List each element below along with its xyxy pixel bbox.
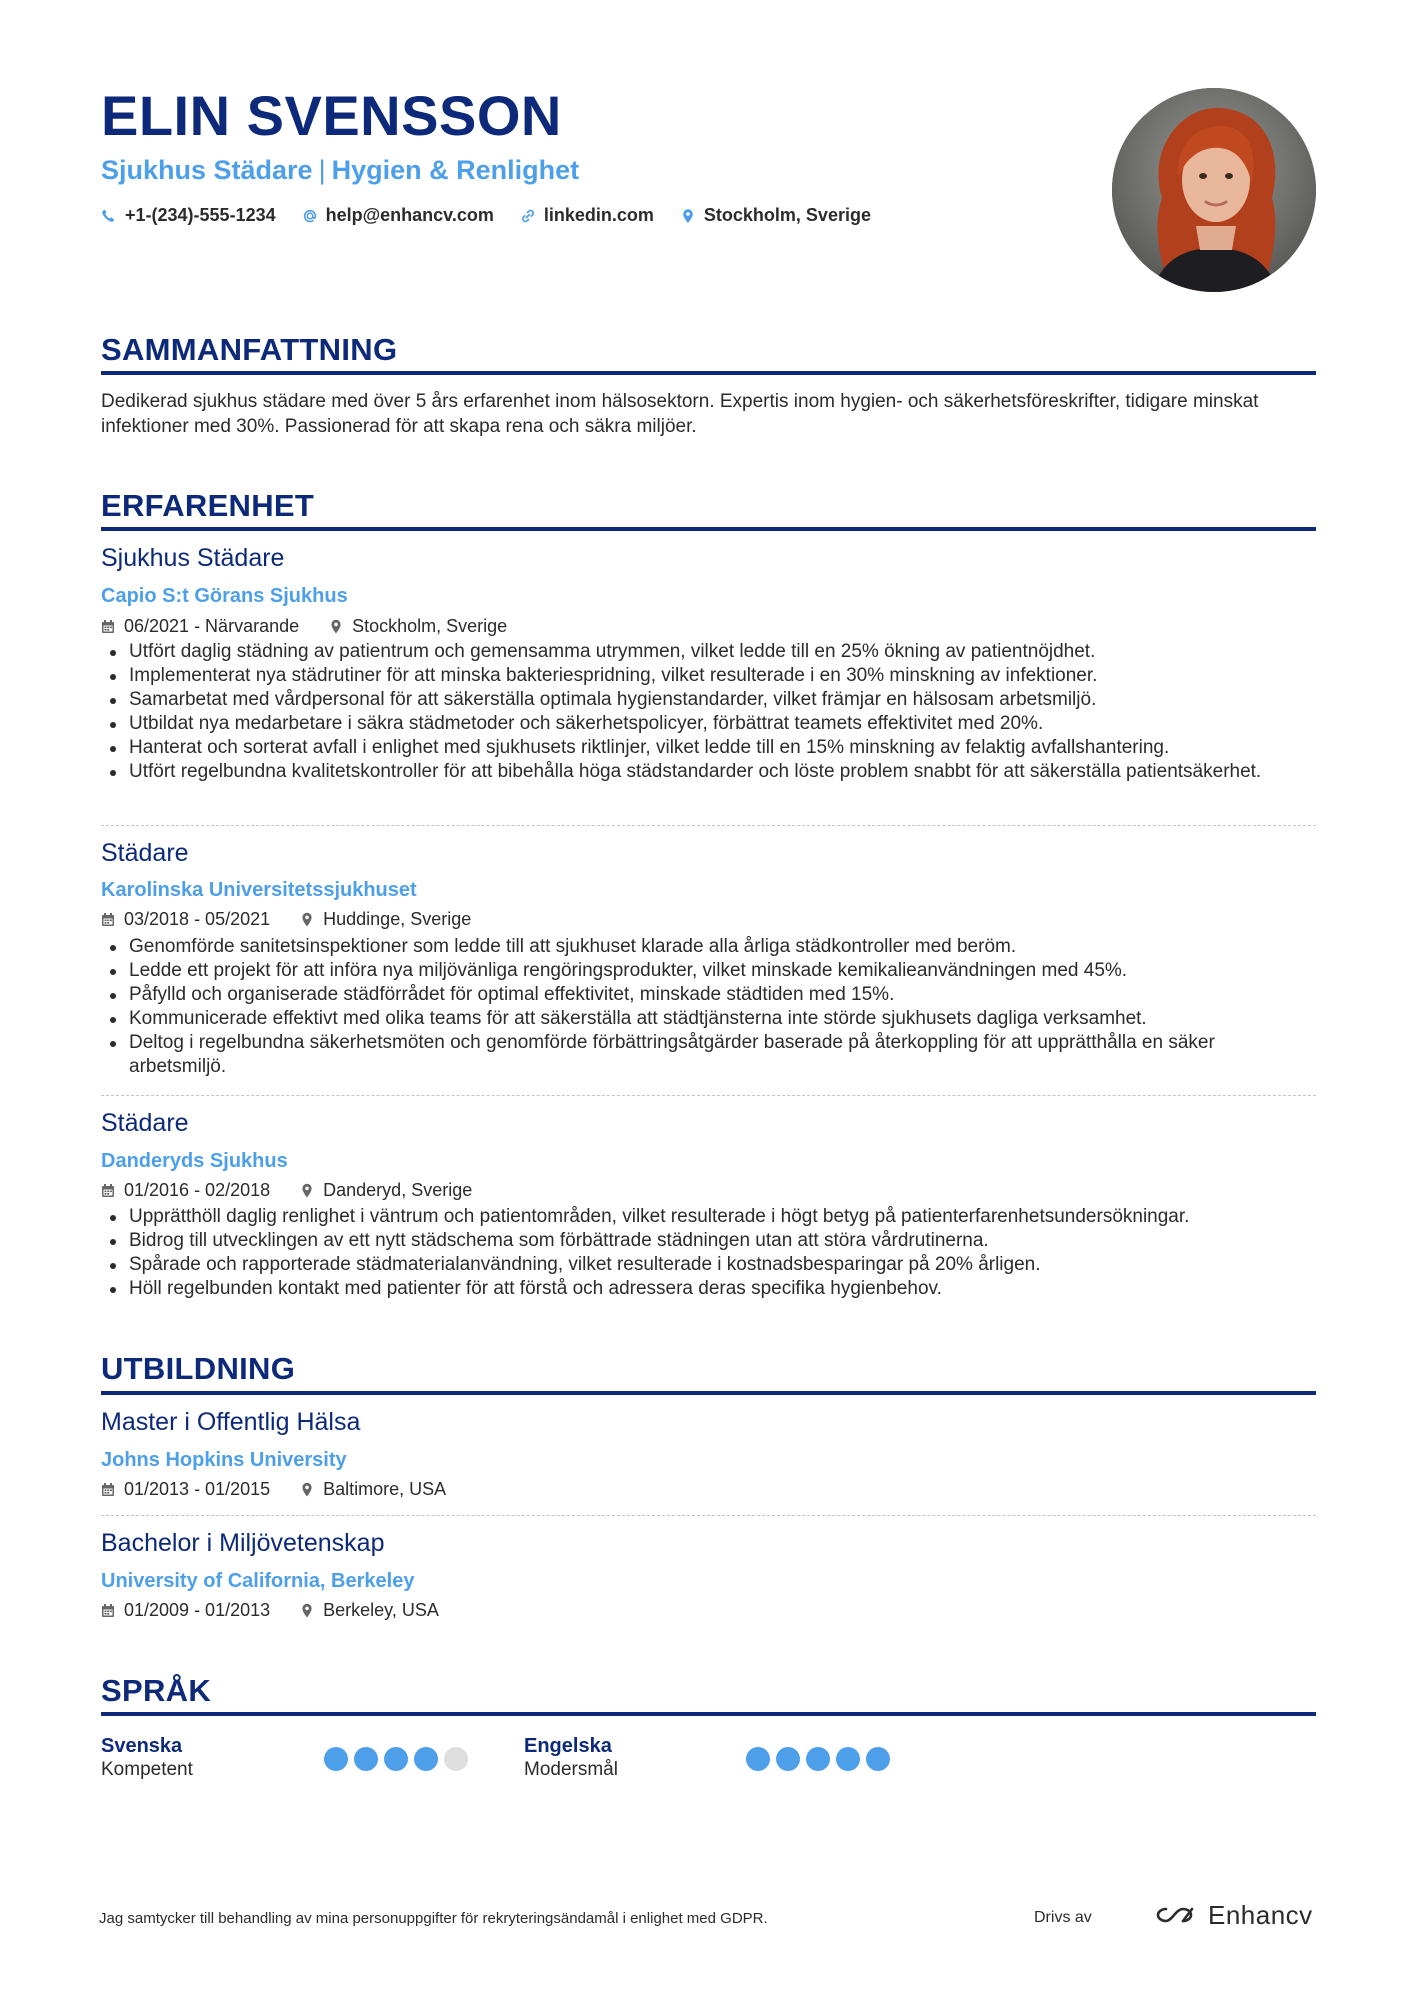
list-item: Upprätthöll daglig renlighet i väntrum och patientområden, vilket resulterade i högt betyg på patienterfarenhetsundersökningar. xyxy=(101,1205,1316,1229)
job-meta xyxy=(101,614,507,638)
gdpr-consent: Jag samtycker till behandling av mina personuppgifter för rekryteringsändamål i enlighet med GDPR. xyxy=(99,1910,768,1927)
education-degree: Bachelor i Miljövetenskap xyxy=(101,1529,385,1557)
job-location xyxy=(329,614,507,638)
at-icon xyxy=(302,208,318,224)
rating-dot-filled xyxy=(414,1747,438,1771)
experience-heading: ERFARENHET xyxy=(101,488,315,523)
list-item: Utbildat nya medarbetare i säkra städmetoder och säkerhetspolicyer, förbättrat teamets effektivitet med 20%. xyxy=(101,712,1316,736)
language-level: Modersmål xyxy=(524,1759,618,1780)
job-location-text: Stockholm, Sverige xyxy=(352,616,508,636)
job-dates-text: 03/2018 - 05/2021 xyxy=(124,909,271,929)
rating-dot-filled xyxy=(324,1747,348,1771)
language-level: Kompetent xyxy=(101,1759,193,1780)
education-location-text: Berkeley, USA xyxy=(323,1600,439,1620)
summary-text: Dedikerad sjukhus städare med över 5 års erfarenhet inom hälsosektorn. Expertis inom hygien- och säkerhetsföreskrifter, tidigare minskat infektioner med 30%. Passionerad för att skapa rena och säkra miljöer. xyxy=(101,391,1259,437)
education-dates xyxy=(101,1598,270,1622)
enhancv-logo-icon xyxy=(1154,1903,1200,1927)
language-rating xyxy=(324,1747,468,1771)
calendar-icon xyxy=(101,619,115,634)
job-location xyxy=(300,1178,472,1202)
list-item: Utfört regelbundna kvalitetskontroller för att bibehålla höga städstandarder och löste problem snabbt för att säkerställa patientsäkerhet. xyxy=(101,760,1316,784)
email-text: help@enhancv.com xyxy=(325,205,494,225)
portrait-image xyxy=(1112,88,1316,292)
list-item: Samarbetat med vårdpersonal för att säkerställa optimala hygienstandarder, vilket främjar en hälsosam arbetsmiljö. xyxy=(101,688,1316,712)
job-location xyxy=(300,907,471,931)
education-degree: Master i Offentlig Hälsa xyxy=(101,1408,361,1436)
education-school: University of California, Berkeley xyxy=(101,1570,415,1592)
education-location xyxy=(300,1598,439,1622)
candidate-title xyxy=(101,153,579,187)
location-text: Stockholm, Sverige xyxy=(703,205,871,225)
rating-dot-filled xyxy=(836,1747,860,1771)
rating-dot-filled xyxy=(384,1747,408,1771)
job-bullets xyxy=(101,1205,1316,1301)
rating-dot-filled xyxy=(866,1747,890,1771)
job-location-text: Huddinge, Sverige xyxy=(323,909,472,929)
rating-dot-empty xyxy=(444,1747,468,1771)
list-item: Ledde ett projekt för att införa nya miljövänliga rengöringsprodukter, vilket minskade kemikalieanvändningen med 45%. xyxy=(101,959,1316,983)
job-dates xyxy=(101,1178,270,1202)
list-item: Utfört daglig städning av patientrum och gemensamma utrymmen, vilket ledde till en 25% ökning av patientnöjdhet. xyxy=(101,640,1316,664)
education-dates-text: 01/2013 - 01/2015 xyxy=(124,1479,271,1499)
title-part-1: Sjukhus Städare xyxy=(101,155,313,185)
phone-icon xyxy=(101,208,117,224)
job-company: Karolinska Universitetssjukhuset xyxy=(101,879,417,901)
list-item: Kommunicerade effektivt med olika teams för att säkerställa att städtjänsterna inte störde sjukhusets dagliga verksamhet. xyxy=(101,1007,1316,1031)
contact-phone[interactable] xyxy=(101,205,276,226)
summary-rule xyxy=(101,371,1316,375)
title-separator: | xyxy=(318,155,326,185)
job-bullets xyxy=(101,640,1316,784)
education-school: Johns Hopkins University xyxy=(101,1449,347,1471)
contact-email[interactable] xyxy=(302,205,494,226)
list-item: Spårade och rapporterade städmaterialanvändning, vilket resulterade i kostnadsbesparingar på 20% årligen. xyxy=(101,1253,1316,1277)
job-meta xyxy=(101,1178,472,1202)
profile-photo xyxy=(1112,88,1316,292)
education-location xyxy=(300,1477,446,1501)
calendar-icon xyxy=(101,1183,115,1198)
map-pin-icon xyxy=(300,1183,314,1198)
brand-name: Enhancv xyxy=(1208,1900,1313,1930)
map-pin-icon xyxy=(300,912,314,927)
list-item: Bidrog till utvecklingen av ett nytt städschema som förbättrade städningen utan att störa vårdrutinerna. xyxy=(101,1229,1316,1253)
rating-dot-filled xyxy=(354,1747,378,1771)
job-dates xyxy=(101,614,299,638)
languages-rule xyxy=(101,1712,1316,1716)
education-dates xyxy=(101,1477,270,1501)
brand-logo[interactable] xyxy=(1154,1899,1313,1931)
job-role: Städare xyxy=(101,1109,189,1137)
job-role: Sjukhus Städare xyxy=(101,544,285,572)
linkedin-text: linkedin.com xyxy=(543,205,654,225)
powered-by-label: Drivs av xyxy=(1034,1909,1092,1926)
divider xyxy=(101,1095,1316,1096)
list-item: Höll regelbunden kontakt med patienter för att förstå och adressera deras specifika hygienbehov. xyxy=(101,1277,1316,1301)
job-meta xyxy=(101,907,471,931)
education-location-text: Baltimore, USA xyxy=(323,1479,447,1499)
education-heading: UTBILDNING xyxy=(101,1351,296,1386)
divider xyxy=(101,1515,1316,1516)
language-rating xyxy=(746,1747,890,1771)
education-meta xyxy=(101,1477,446,1501)
list-item: Hanterat och sorterat avfall i enlighet med sjukhusets riktlinjer, vilket ledde till en 15% minskning av felaktig avfallshantering. xyxy=(101,736,1316,760)
rating-dot-filled xyxy=(776,1747,800,1771)
job-location-text: Danderyd, Sverige xyxy=(323,1180,473,1200)
list-item: Deltog i regelbundna säkerhetsmöten och genomförde förbättringsåtgärder baserade på återkoppling för att upprätthålla en säker arbetsmiljö. xyxy=(101,1031,1316,1079)
job-dates-text: 06/2021 - Närvarande xyxy=(124,616,300,636)
job-dates xyxy=(101,907,270,931)
list-item: Implementerat nya städrutiner för att minska bakteriespridning, vilket resulterade i en 30% minskning av infektioner. xyxy=(101,664,1316,688)
job-company: Capio S:t Görans Sjukhus xyxy=(101,585,348,607)
contact-location xyxy=(680,205,871,226)
calendar-icon xyxy=(101,912,115,927)
rating-dot-filled xyxy=(746,1747,770,1771)
title-part-2: Hygien & Renlighet xyxy=(331,155,580,185)
job-company: Danderyds Sjukhus xyxy=(101,1150,288,1172)
map-pin-icon xyxy=(329,619,343,634)
job-role: Städare xyxy=(101,839,189,867)
language-name: Engelska xyxy=(524,1735,612,1757)
languages-heading: SPRÅK xyxy=(101,1673,212,1708)
link-icon xyxy=(520,208,536,224)
map-pin-icon xyxy=(680,208,696,224)
candidate-name: ELIN SVENSSON xyxy=(101,84,562,147)
calendar-icon xyxy=(101,1482,115,1497)
rating-dot-filled xyxy=(806,1747,830,1771)
divider xyxy=(101,825,1316,826)
map-pin-icon xyxy=(300,1603,314,1618)
job-bullets xyxy=(101,935,1316,1079)
summary-heading: SAMMANFATTNING xyxy=(101,332,398,367)
job-dates-text: 01/2016 - 02/2018 xyxy=(124,1180,271,1200)
contact-bar xyxy=(101,205,871,226)
language-name: Svenska xyxy=(101,1735,183,1757)
experience-rule xyxy=(101,527,1316,531)
map-pin-icon xyxy=(300,1482,314,1497)
phone-text: +1-(234)-555-1234 xyxy=(125,205,276,225)
contact-linkedin[interactable] xyxy=(520,205,654,226)
education-rule xyxy=(101,1391,1316,1395)
list-item: Genomförde sanitetsinspektioner som ledde till att sjukhuset klarade alla årliga städkontroller med beröm. xyxy=(101,935,1316,959)
calendar-icon xyxy=(101,1603,115,1618)
education-dates-text: 01/2009 - 01/2013 xyxy=(124,1600,271,1620)
education-meta xyxy=(101,1598,439,1622)
list-item: Påfylld och organiserade städförrådet för optimal effektivitet, minskade städtiden med 15%. xyxy=(101,983,1316,1007)
